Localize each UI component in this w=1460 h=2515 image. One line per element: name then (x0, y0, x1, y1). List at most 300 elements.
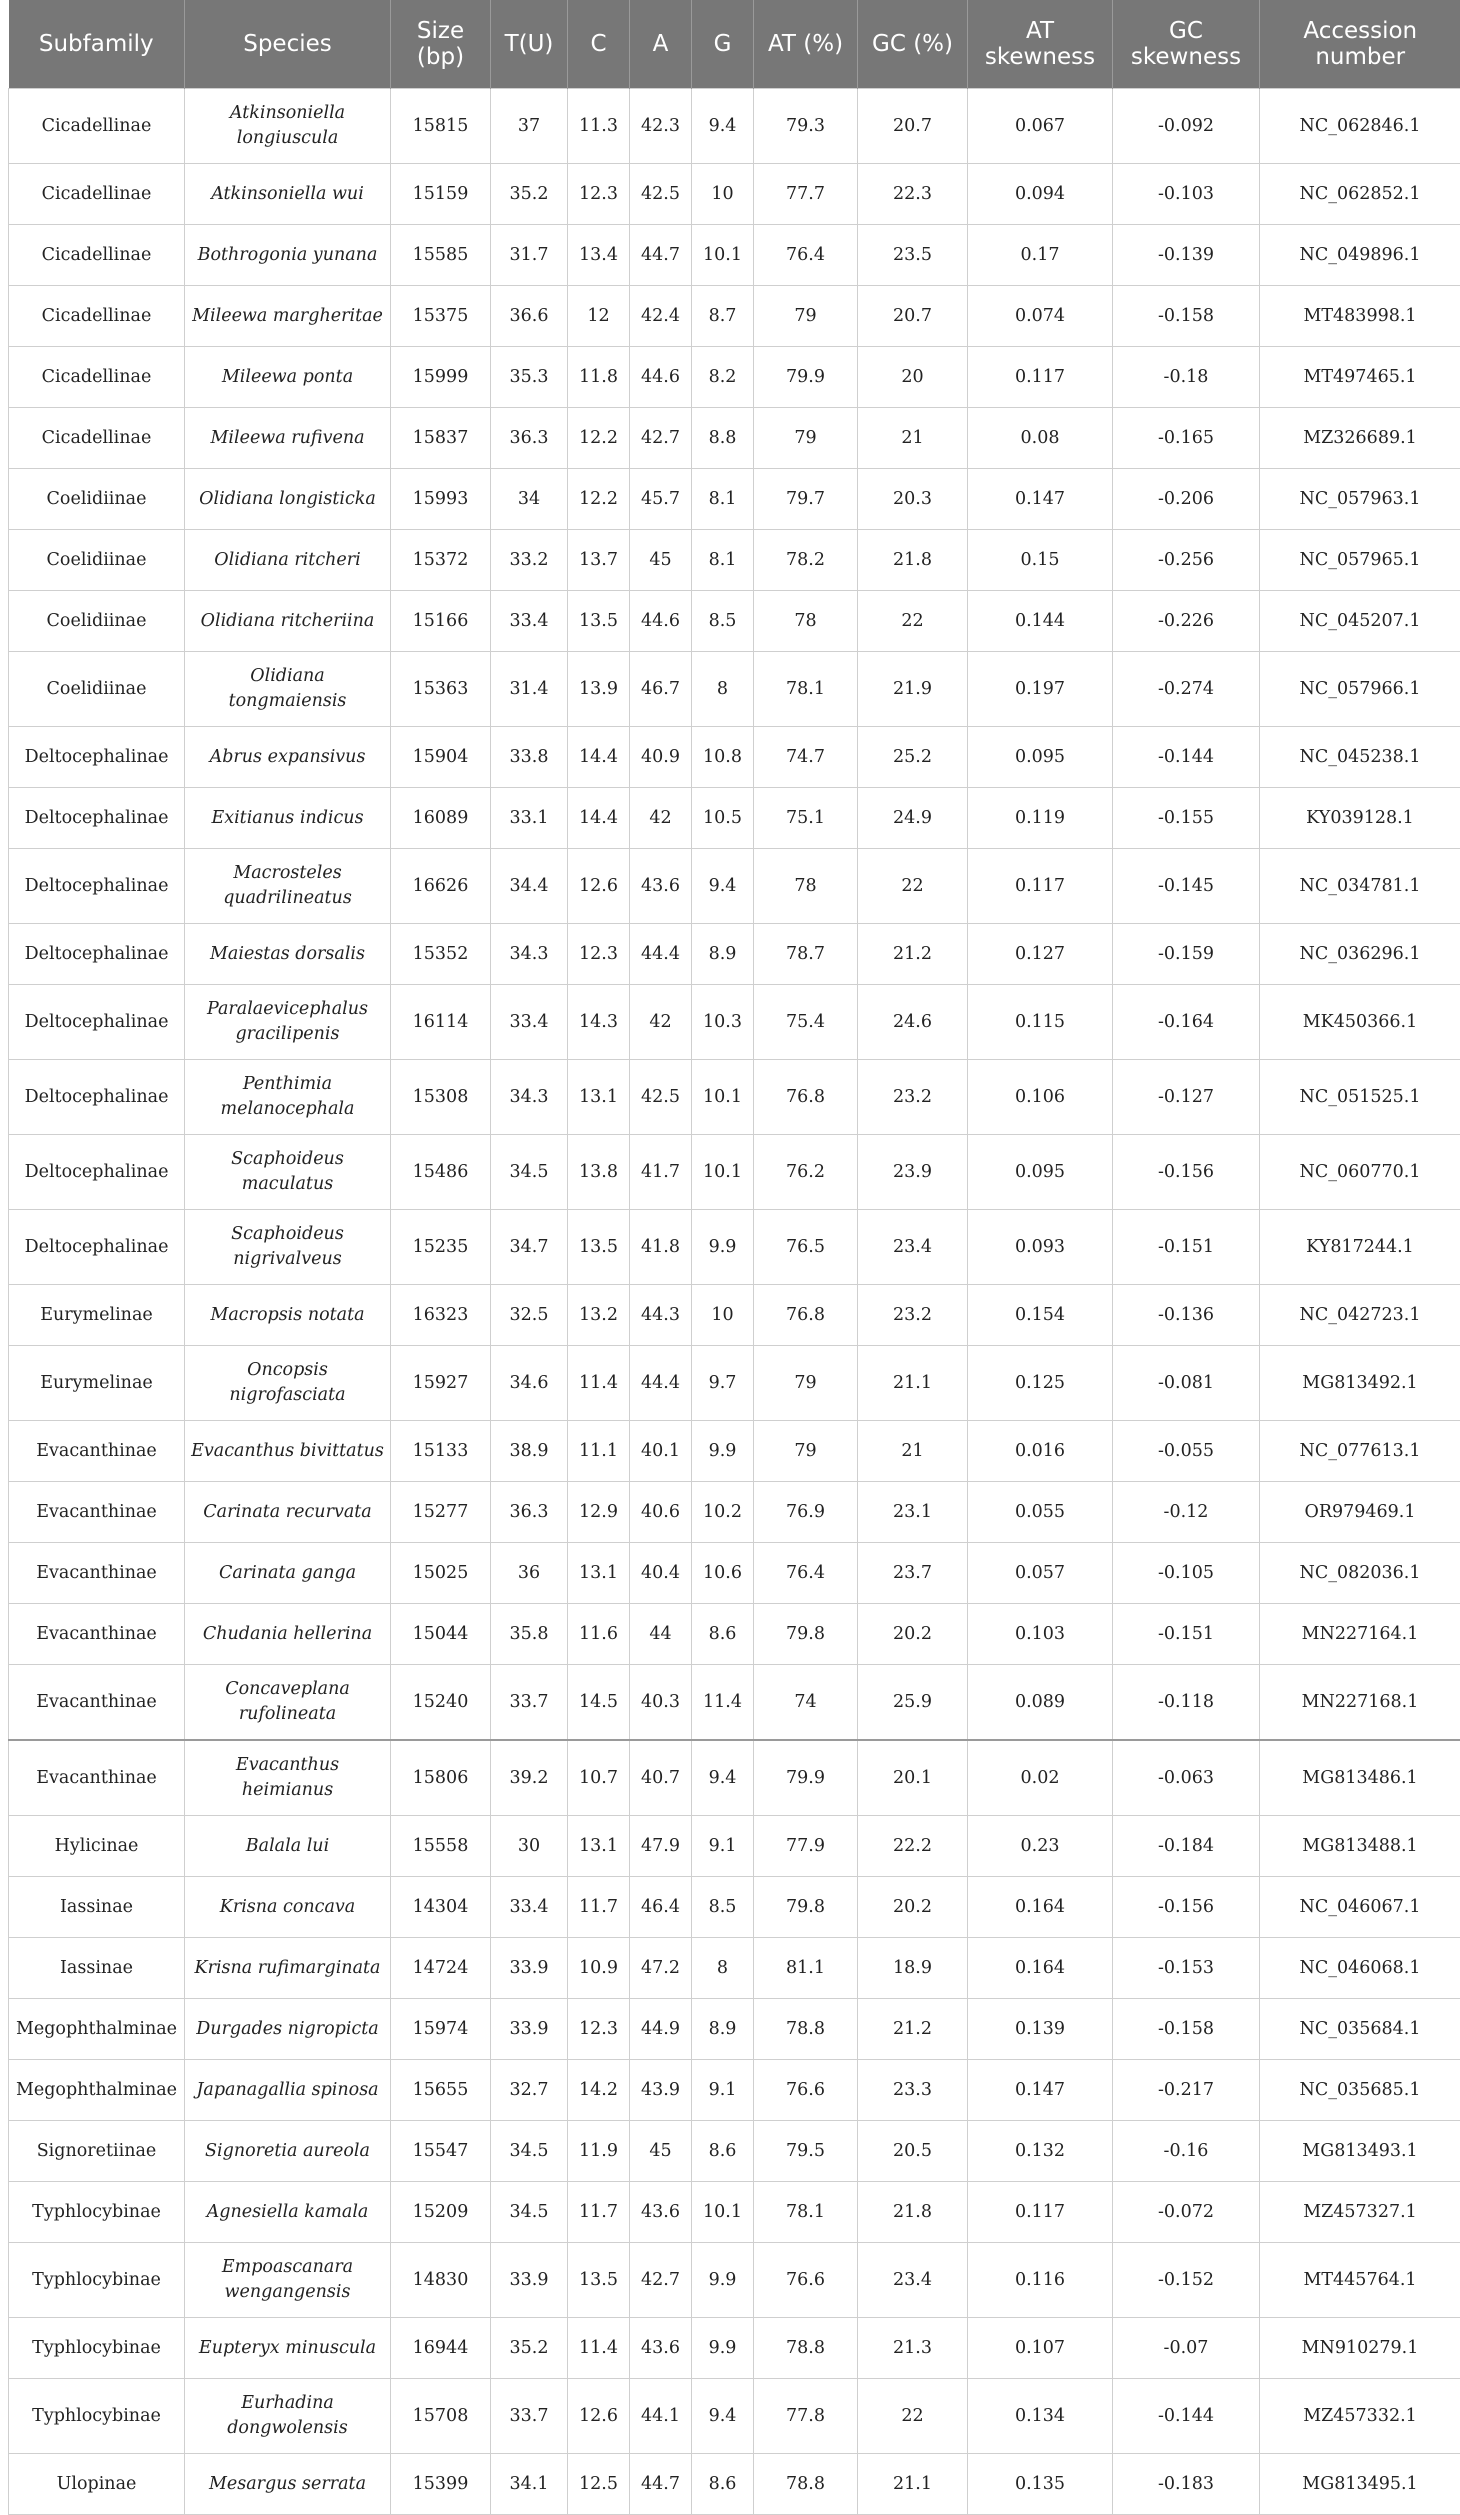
g-cell: 8.6 (692, 2454, 754, 2515)
subfamily-cell: Deltocephalinae (9, 985, 185, 1060)
t-cell: 34.5 (491, 2182, 568, 2243)
table-row (9, 1482, 1460, 1543)
table-body (9, 89, 1460, 2515)
size-cell: 15993 (391, 469, 491, 530)
header-row (9, 0, 1460, 89)
gc-skewness-cell: -0.153 (1113, 1938, 1260, 1999)
g-cell: 8.2 (692, 347, 754, 408)
size-cell: 15277 (391, 1482, 491, 1543)
at-skewness-cell: 0.23 (968, 1816, 1113, 1877)
gc-percent-cell: 21.9 (858, 652, 968, 727)
at-skewness-cell: 0.016 (968, 1421, 1113, 1482)
a-cell: 44.7 (630, 2454, 692, 2515)
gc-percent-cell: 23.9 (858, 1135, 968, 1210)
t-cell: 36.6 (491, 286, 568, 347)
accession-cell: NC_035685.1 (1260, 2060, 1460, 2121)
g-cell: 8.6 (692, 1604, 754, 1665)
gc-skewness-cell: -0.274 (1113, 652, 1260, 727)
species-cell: Japanagallia spinosa (185, 2060, 391, 2121)
subfamily-cell: Evacanthinae (9, 1740, 185, 1816)
species-cell: Scaphoideus maculatus (185, 1135, 391, 1210)
g-cell: 8.9 (692, 924, 754, 985)
at-percent-cell: 78.1 (754, 652, 858, 727)
a-cell: 44.1 (630, 2379, 692, 2454)
gc-skewness-cell: -0.158 (1113, 1999, 1260, 2060)
c-cell: 11.9 (568, 2121, 630, 2182)
at-percent-cell: 74.7 (754, 727, 858, 788)
species-cell: Macropsis notata (185, 1285, 391, 1346)
gc-skewness-cell: -0.156 (1113, 1877, 1260, 1938)
subfamily-cell: Hylicinae (9, 1816, 185, 1877)
size-cell: 15558 (391, 1816, 491, 1877)
table-row (9, 985, 1460, 1060)
table-row (9, 286, 1460, 347)
table-row (9, 89, 1460, 164)
a-cell: 44.9 (630, 1999, 692, 2060)
at-percent-cell: 76.5 (754, 1210, 858, 1285)
subfamily-cell: Evacanthinae (9, 1421, 185, 1482)
table-row (9, 1999, 1460, 2060)
subfamily-cell: Cicadellinae (9, 408, 185, 469)
g-cell: 8.5 (692, 591, 754, 652)
accession-cell: NC_046067.1 (1260, 1877, 1460, 1938)
species-cell: Eurhadina dongwolensis (185, 2379, 391, 2454)
accession-cell: MG813495.1 (1260, 2454, 1460, 2515)
size-cell: 16626 (391, 849, 491, 924)
g-cell: 9.7 (692, 1346, 754, 1421)
t-cell: 30 (491, 1816, 568, 1877)
a-cell: 45 (630, 530, 692, 591)
accession-cell: NC_046068.1 (1260, 1938, 1460, 1999)
gc-skewness-cell: -0.144 (1113, 727, 1260, 788)
species-cell: Evacanthus heimianus (185, 1740, 391, 1816)
gc-skewness-cell: -0.072 (1113, 2182, 1260, 2243)
at-percent-cell: 78 (754, 849, 858, 924)
at-percent-cell: 78.8 (754, 2318, 858, 2379)
c-cell: 11.8 (568, 347, 630, 408)
subfamily-cell: Iassinae (9, 1877, 185, 1938)
g-cell: 10.3 (692, 985, 754, 1060)
table-row (9, 2182, 1460, 2243)
table-container (8, 0, 1460, 2515)
a-cell: 42.7 (630, 2243, 692, 2318)
a-cell: 42.4 (630, 286, 692, 347)
a-cell: 42.5 (630, 1060, 692, 1135)
t-cell: 33.9 (491, 2243, 568, 2318)
subfamily-cell: Megophthalminae (9, 2060, 185, 2121)
t-cell: 34.5 (491, 2121, 568, 2182)
a-cell: 42 (630, 788, 692, 849)
gc-skewness-cell: -0.12 (1113, 1482, 1260, 1543)
gc-skewness-cell: -0.103 (1113, 164, 1260, 225)
gc-skewness-cell: -0.206 (1113, 469, 1260, 530)
species-cell: Olidiana ritcheri (185, 530, 391, 591)
g-cell: 9.9 (692, 1421, 754, 1482)
table-row (9, 1346, 1460, 1421)
at-skewness-cell: 0.074 (968, 286, 1113, 347)
size-cell: 15837 (391, 408, 491, 469)
accession-cell: NC_082036.1 (1260, 1543, 1460, 1604)
subfamily-cell: Deltocephalinae (9, 1135, 185, 1210)
t-cell: 34.4 (491, 849, 568, 924)
species-cell: Oncopsis nigrofasciata (185, 1346, 391, 1421)
c-cell: 14.5 (568, 1665, 630, 1741)
gc-percent-cell: 23.7 (858, 1543, 968, 1604)
g-cell: 11.4 (692, 1665, 754, 1741)
header-g: G (692, 0, 754, 89)
a-cell: 40.6 (630, 1482, 692, 1543)
mitogenome-composition-table (8, 0, 1460, 2515)
table-row (9, 1604, 1460, 1665)
table-row (9, 1421, 1460, 1482)
table-row (9, 2379, 1460, 2454)
species-cell: Agnesiella kamala (185, 2182, 391, 2243)
header-species: Species (185, 0, 391, 89)
subfamily-cell: Deltocephalinae (9, 849, 185, 924)
size-cell: 15025 (391, 1543, 491, 1604)
g-cell: 9.9 (692, 2243, 754, 2318)
species-cell: Penthimia melanocephala (185, 1060, 391, 1135)
at-skewness-cell: 0.144 (968, 591, 1113, 652)
t-cell: 33.7 (491, 2379, 568, 2454)
a-cell: 45.7 (630, 469, 692, 530)
size-cell: 15044 (391, 1604, 491, 1665)
gc-percent-cell: 20.2 (858, 1604, 968, 1665)
at-skewness-cell: 0.095 (968, 727, 1113, 788)
subfamily-cell: Deltocephalinae (9, 1210, 185, 1285)
t-cell: 33.4 (491, 591, 568, 652)
species-cell: Atkinsoniella wui (185, 164, 391, 225)
header-gc-percent: GC (%) (858, 0, 968, 89)
at-skewness-cell: 0.094 (968, 164, 1113, 225)
accession-cell: MZ457332.1 (1260, 2379, 1460, 2454)
gc-percent-cell: 20.7 (858, 286, 968, 347)
gc-percent-cell: 21 (858, 408, 968, 469)
at-skewness-cell: 0.08 (968, 408, 1113, 469)
at-percent-cell: 79.8 (754, 1877, 858, 1938)
species-cell: Abrus expansivus (185, 727, 391, 788)
gc-skewness-cell: -0.184 (1113, 1816, 1260, 1877)
at-percent-cell: 76.6 (754, 2060, 858, 2121)
a-cell: 40.3 (630, 1665, 692, 1741)
species-cell: Carinata ganga (185, 1543, 391, 1604)
accession-cell: NC_051525.1 (1260, 1060, 1460, 1135)
c-cell: 10.9 (568, 1938, 630, 1999)
table-row (9, 1285, 1460, 1346)
g-cell: 10 (692, 1285, 754, 1346)
size-cell: 15655 (391, 2060, 491, 2121)
size-cell: 15240 (391, 1665, 491, 1741)
g-cell: 9.1 (692, 1816, 754, 1877)
gc-skewness-cell: -0.144 (1113, 2379, 1260, 2454)
t-cell: 34.3 (491, 1060, 568, 1135)
c-cell: 14.3 (568, 985, 630, 1060)
gc-skewness-cell: -0.081 (1113, 1346, 1260, 1421)
at-percent-cell: 77.7 (754, 164, 858, 225)
subfamily-cell: Evacanthinae (9, 1543, 185, 1604)
g-cell: 9.4 (692, 1740, 754, 1816)
accession-cell: MG813492.1 (1260, 1346, 1460, 1421)
accession-cell: MG813493.1 (1260, 2121, 1460, 2182)
at-percent-cell: 76.8 (754, 1285, 858, 1346)
gc-percent-cell: 20.1 (858, 1740, 968, 1816)
table-row (9, 530, 1460, 591)
at-percent-cell: 79.9 (754, 347, 858, 408)
at-percent-cell: 78.8 (754, 1999, 858, 2060)
subfamily-cell: Coelidiinae (9, 591, 185, 652)
size-cell: 15363 (391, 652, 491, 727)
accession-cell: NC_062846.1 (1260, 89, 1460, 164)
t-cell: 33.2 (491, 530, 568, 591)
species-cell: Olidiana longisticka (185, 469, 391, 530)
at-skewness-cell: 0.125 (968, 1346, 1113, 1421)
subfamily-cell: Cicadellinae (9, 347, 185, 408)
accession-cell: OR979469.1 (1260, 1482, 1460, 1543)
gc-percent-cell: 24.9 (858, 788, 968, 849)
at-skewness-cell: 0.147 (968, 469, 1113, 530)
at-percent-cell: 78.2 (754, 530, 858, 591)
c-cell: 14.4 (568, 788, 630, 849)
accession-cell: MT483998.1 (1260, 286, 1460, 347)
accession-cell: NC_035684.1 (1260, 1999, 1460, 2060)
size-cell: 14830 (391, 2243, 491, 2318)
subfamily-cell: Evacanthinae (9, 1604, 185, 1665)
g-cell: 8 (692, 652, 754, 727)
size-cell: 15372 (391, 530, 491, 591)
table-row (9, 1210, 1460, 1285)
table-row (9, 164, 1460, 225)
accession-cell: MZ457327.1 (1260, 2182, 1460, 2243)
header-gc-skewness: GC skewness (1113, 0, 1260, 89)
gc-percent-cell: 23.2 (858, 1060, 968, 1135)
at-skewness-cell: 0.164 (968, 1938, 1113, 1999)
table-row (9, 2318, 1460, 2379)
g-cell: 9.4 (692, 2379, 754, 2454)
a-cell: 44.3 (630, 1285, 692, 1346)
gc-percent-cell: 22 (858, 591, 968, 652)
c-cell: 11.3 (568, 89, 630, 164)
accession-cell: NC_049896.1 (1260, 225, 1460, 286)
size-cell: 15486 (391, 1135, 491, 1210)
size-cell: 15166 (391, 591, 491, 652)
accession-cell: NC_062852.1 (1260, 164, 1460, 225)
accession-cell: NC_045207.1 (1260, 591, 1460, 652)
a-cell: 45 (630, 2121, 692, 2182)
at-percent-cell: 76.4 (754, 1543, 858, 1604)
size-cell: 15399 (391, 2454, 491, 2515)
gc-percent-cell: 25.9 (858, 1665, 968, 1741)
accession-cell: MK450366.1 (1260, 985, 1460, 1060)
c-cell: 13.4 (568, 225, 630, 286)
c-cell: 12.6 (568, 2379, 630, 2454)
size-cell: 15133 (391, 1421, 491, 1482)
accession-cell: NC_057963.1 (1260, 469, 1460, 530)
g-cell: 9.9 (692, 2318, 754, 2379)
c-cell: 12.2 (568, 408, 630, 469)
c-cell: 12 (568, 286, 630, 347)
at-percent-cell: 78.1 (754, 2182, 858, 2243)
subfamily-cell: Deltocephalinae (9, 788, 185, 849)
table-row (9, 1665, 1460, 1741)
gc-skewness-cell: -0.217 (1113, 2060, 1260, 2121)
species-cell: Krisna rufimarginata (185, 1938, 391, 1999)
gc-percent-cell: 21.2 (858, 1999, 968, 2060)
at-skewness-cell: 0.119 (968, 788, 1113, 849)
c-cell: 11.4 (568, 1346, 630, 1421)
species-cell: Krisna concava (185, 1877, 391, 1938)
species-cell: Macrosteles quadrilineatus (185, 849, 391, 924)
table-row (9, 591, 1460, 652)
accession-cell: NC_045238.1 (1260, 727, 1460, 788)
gc-percent-cell: 18.9 (858, 1938, 968, 1999)
t-cell: 36.3 (491, 408, 568, 469)
accession-cell: NC_077613.1 (1260, 1421, 1460, 1482)
table-row (9, 2454, 1460, 2515)
table-row (9, 347, 1460, 408)
at-percent-cell: 76.9 (754, 1482, 858, 1543)
at-percent-cell: 78 (754, 591, 858, 652)
species-cell: Mileewa ponta (185, 347, 391, 408)
g-cell: 9.1 (692, 2060, 754, 2121)
a-cell: 42 (630, 985, 692, 1060)
t-cell: 31.7 (491, 225, 568, 286)
species-cell: Chudania hellerina (185, 1604, 391, 1665)
accession-cell: MN910279.1 (1260, 2318, 1460, 2379)
t-cell: 36 (491, 1543, 568, 1604)
gc-percent-cell: 21.1 (858, 1346, 968, 1421)
accession-cell: NC_060770.1 (1260, 1135, 1460, 1210)
gc-percent-cell: 22.2 (858, 1816, 968, 1877)
a-cell: 43.6 (630, 849, 692, 924)
at-skewness-cell: 0.115 (968, 985, 1113, 1060)
c-cell: 14.2 (568, 2060, 630, 2121)
at-skewness-cell: 0.117 (968, 2182, 1113, 2243)
gc-skewness-cell: -0.155 (1113, 788, 1260, 849)
gc-skewness-cell: -0.256 (1113, 530, 1260, 591)
accession-cell: MG813486.1 (1260, 1740, 1460, 1816)
a-cell: 43.6 (630, 2318, 692, 2379)
g-cell: 10 (692, 164, 754, 225)
at-percent-cell: 76.6 (754, 2243, 858, 2318)
accession-cell: MN227164.1 (1260, 1604, 1460, 1665)
c-cell: 12.3 (568, 1999, 630, 2060)
at-percent-cell: 77.8 (754, 2379, 858, 2454)
species-cell: Concaveplana rufolineata (185, 1665, 391, 1741)
size-cell: 15815 (391, 89, 491, 164)
accession-cell: NC_034781.1 (1260, 849, 1460, 924)
c-cell: 13.9 (568, 652, 630, 727)
at-skewness-cell: 0.057 (968, 1543, 1113, 1604)
at-percent-cell: 76.8 (754, 1060, 858, 1135)
gc-skewness-cell: -0.164 (1113, 985, 1260, 1060)
t-cell: 33.4 (491, 1877, 568, 1938)
g-cell: 10.1 (692, 225, 754, 286)
at-percent-cell: 75.4 (754, 985, 858, 1060)
accession-cell: MT445764.1 (1260, 2243, 1460, 2318)
accession-cell: KY817244.1 (1260, 1210, 1460, 1285)
a-cell: 42.5 (630, 164, 692, 225)
gc-percent-cell: 21.3 (858, 2318, 968, 2379)
g-cell: 10.1 (692, 1060, 754, 1135)
a-cell: 44.4 (630, 924, 692, 985)
subfamily-cell: Coelidiinae (9, 469, 185, 530)
subfamily-cell: Evacanthinae (9, 1482, 185, 1543)
t-cell: 33.8 (491, 727, 568, 788)
gc-percent-cell: 23.4 (858, 1210, 968, 1285)
subfamily-cell: Coelidiinae (9, 530, 185, 591)
species-cell: Olidiana ritcheriina (185, 591, 391, 652)
t-cell: 31.4 (491, 652, 568, 727)
size-cell: 15375 (391, 286, 491, 347)
g-cell: 10.5 (692, 788, 754, 849)
at-percent-cell: 78.8 (754, 2454, 858, 2515)
at-percent-cell: 76.2 (754, 1135, 858, 1210)
g-cell: 10.2 (692, 1482, 754, 1543)
table-row (9, 408, 1460, 469)
gc-percent-cell: 21.8 (858, 530, 968, 591)
size-cell: 15352 (391, 924, 491, 985)
gc-percent-cell: 24.6 (858, 985, 968, 1060)
t-cell: 35.8 (491, 1604, 568, 1665)
size-cell: 15308 (391, 1060, 491, 1135)
accession-cell: MG813488.1 (1260, 1816, 1460, 1877)
gc-percent-cell: 22.3 (858, 164, 968, 225)
at-skewness-cell: 0.107 (968, 2318, 1113, 2379)
a-cell: 40.7 (630, 1740, 692, 1816)
header-size: Size (bp) (391, 0, 491, 89)
t-cell: 34.6 (491, 1346, 568, 1421)
at-skewness-cell: 0.093 (968, 1210, 1113, 1285)
t-cell: 34.5 (491, 1135, 568, 1210)
table-row (9, 727, 1460, 788)
c-cell: 13.8 (568, 1135, 630, 1210)
a-cell: 43.6 (630, 2182, 692, 2243)
g-cell: 8.7 (692, 286, 754, 347)
subfamily-cell: Iassinae (9, 1938, 185, 1999)
a-cell: 44.4 (630, 1346, 692, 1421)
gc-percent-cell: 23.1 (858, 1482, 968, 1543)
size-cell: 15999 (391, 347, 491, 408)
c-cell: 12.5 (568, 2454, 630, 2515)
subfamily-cell: Deltocephalinae (9, 924, 185, 985)
accession-cell: NC_036296.1 (1260, 924, 1460, 985)
gc-skewness-cell: -0.105 (1113, 1543, 1260, 1604)
gc-skewness-cell: -0.063 (1113, 1740, 1260, 1816)
at-percent-cell: 79.9 (754, 1740, 858, 1816)
a-cell: 42.7 (630, 408, 692, 469)
t-cell: 32.5 (491, 1285, 568, 1346)
table-row (9, 652, 1460, 727)
accession-cell: MT497465.1 (1260, 347, 1460, 408)
gc-skewness-cell: -0.156 (1113, 1135, 1260, 1210)
gc-percent-cell: 23.4 (858, 2243, 968, 2318)
a-cell: 40.1 (630, 1421, 692, 1482)
t-cell: 35.2 (491, 2318, 568, 2379)
t-cell: 36.3 (491, 1482, 568, 1543)
at-skewness-cell: 0.127 (968, 924, 1113, 985)
g-cell: 9.4 (692, 849, 754, 924)
gc-percent-cell: 23.5 (858, 225, 968, 286)
t-cell: 33.9 (491, 1938, 568, 1999)
g-cell: 8.1 (692, 469, 754, 530)
gc-percent-cell: 20.3 (858, 469, 968, 530)
a-cell: 44.6 (630, 347, 692, 408)
at-percent-cell: 79 (754, 1421, 858, 1482)
g-cell: 10.1 (692, 2182, 754, 2243)
a-cell: 40.4 (630, 1543, 692, 1604)
g-cell: 9.4 (692, 89, 754, 164)
species-cell: Empoascanara wengangensis (185, 2243, 391, 2318)
